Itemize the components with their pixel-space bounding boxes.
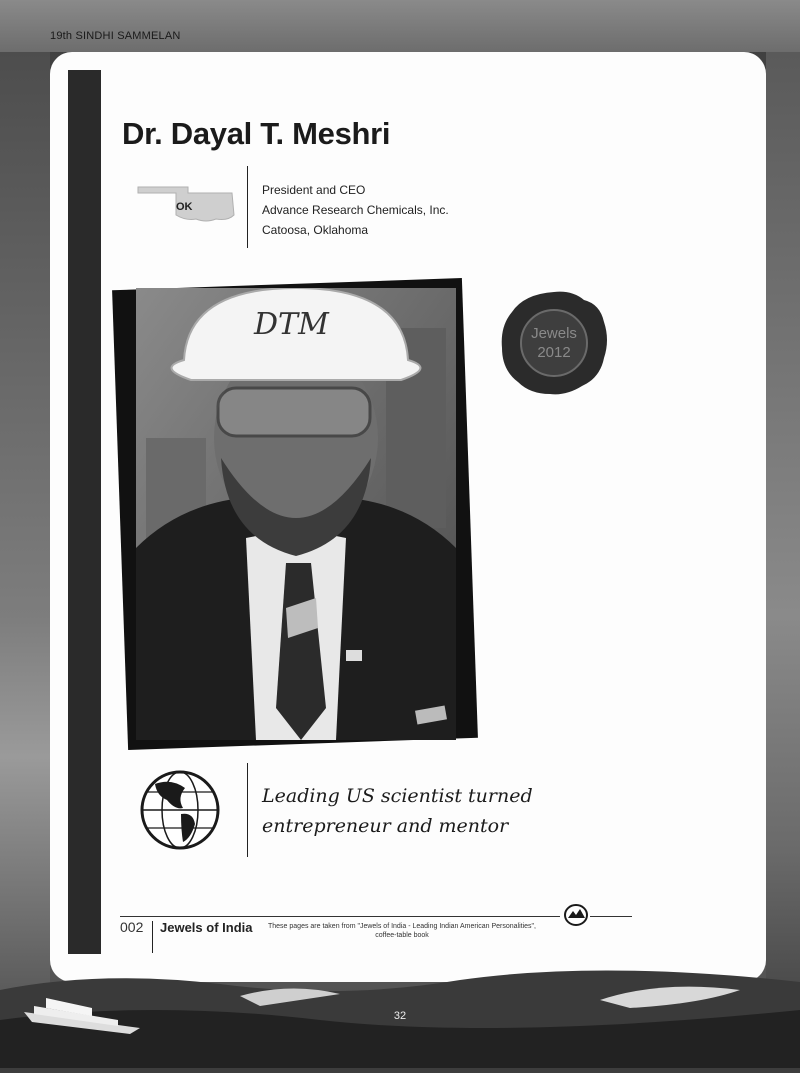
footer-note-line2: coffee-table book (375, 932, 429, 939)
tagline-line2: entrepreneur and mentor (262, 815, 509, 837)
tagline-divider (247, 763, 248, 857)
footer-note (262, 922, 542, 940)
tagline (262, 781, 533, 841)
info-divider (247, 166, 248, 248)
publisher-emblem-icon (562, 902, 590, 928)
page-number: 32 (393, 1010, 407, 1022)
footer-note-line1: These pages are taken from "Jewels of India - Leading Indian American Personalities", (267, 923, 536, 930)
top-background-band (0, 0, 800, 52)
footer-rule (120, 916, 560, 917)
profile-company: Advance Research Chemicals, Inc. (262, 203, 449, 217)
state-map-icon (136, 185, 236, 227)
tagline-line1: Leading US scientist turned (262, 785, 533, 807)
accent-bar (68, 70, 101, 954)
footer-divider (152, 921, 153, 953)
jewels-seal (500, 290, 608, 396)
magazine-header: 19th SINDHI SAMMELAN (50, 30, 181, 42)
arc-globe-logo (137, 770, 223, 850)
profile-role: President and CEO (262, 183, 366, 197)
profile-name: Dr. Dayal T. Meshri (122, 116, 391, 151)
seal-line1: Jewels (531, 325, 577, 342)
seal-line2: 2012 (537, 344, 571, 361)
profile-location: Catoosa, Oklahoma (262, 223, 369, 237)
book-page-number: 002 (120, 919, 144, 935)
profile-photo (136, 288, 456, 740)
left-background-strip (0, 52, 50, 992)
book-title: Jewels of India (160, 920, 253, 935)
state-abbreviation: OK (176, 201, 193, 213)
profile-info (262, 180, 449, 240)
footer-rule-right (590, 916, 632, 917)
svg-text:DTM: DTM (254, 307, 329, 342)
right-background-strip (766, 52, 800, 992)
